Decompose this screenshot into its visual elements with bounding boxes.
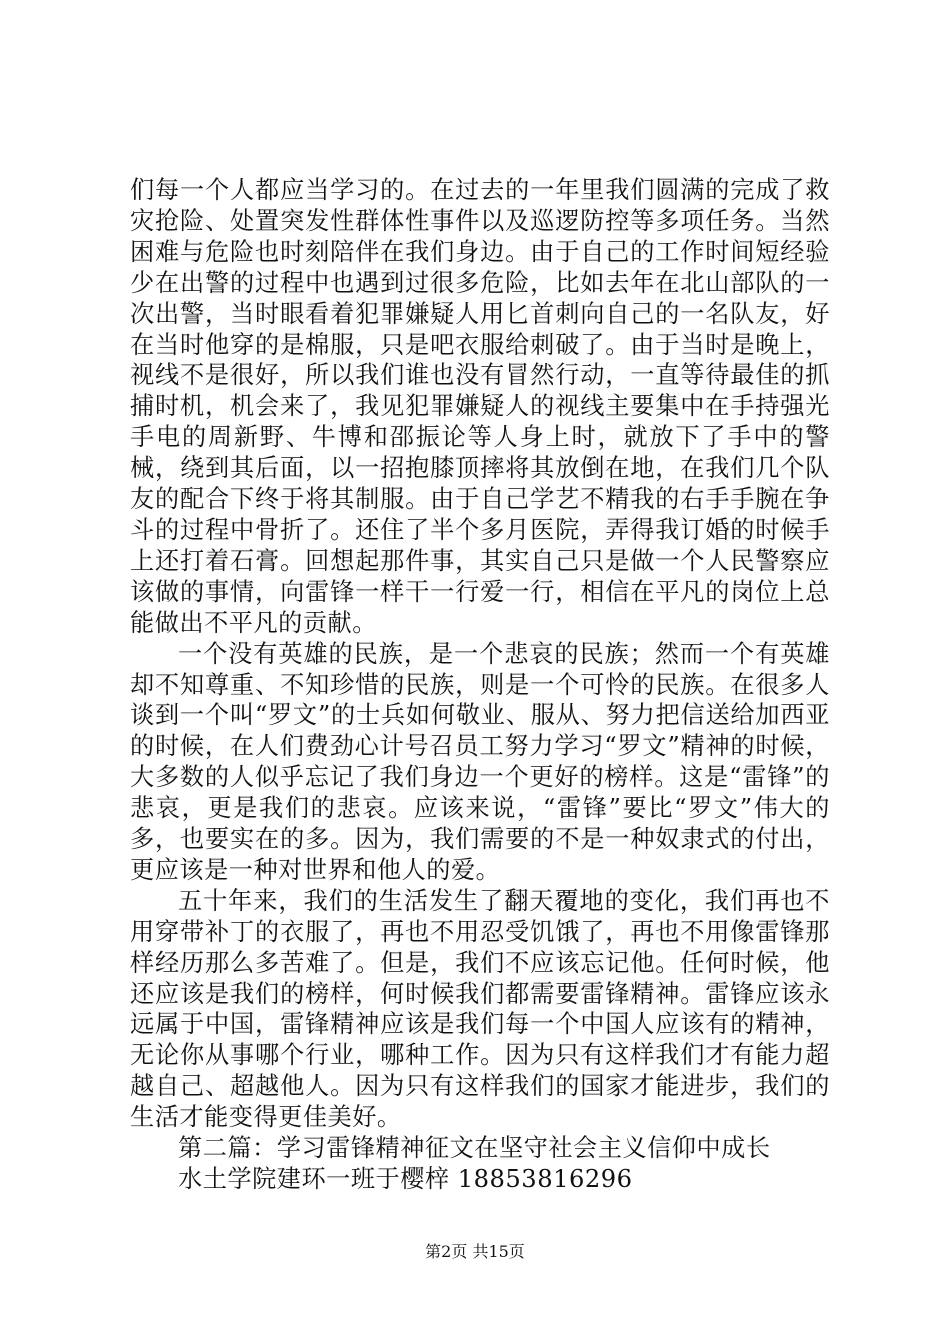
document-body	[130, 175, 830, 1195]
paragraph-3: 五十年来，我们的生活发生了翻天覆地的变化，我们再也不用穿带补丁的衣服了，再也不用忍受饥饿了，再也不用像雷锋那样经历那么多苦难了。但是，我们不应该忘记他。任何时候，他还应该是我们的榜样，何时候我们都需要雷锋精神。雷锋应该永远属于中国，雷锋精神应该是我们每一个中国人应该有的精神，无论你从事哪个行业，哪种工作。因为只有这样我们才有能力超越自己、超越他人。因为只有这样我们的国家才能进步，我们的生活才能变得更佳美好。	[130, 886, 830, 1132]
paragraph-1: 们每一个人都应当学习的。在过去的一年里我们圆满的完成了救灾抢险、处置突发性群体性事件以及巡逻防控等多项任务。当然困难与危险也时刻陪伴在我们身边。由于自己的工作时间短经验少在出警的过程中也遇到过很多危险，比如去年在北山部队的一次出警，当时眼看着犯罪嫌疑人用匕首刺向自己的一名队友，好在当时他穿的是棉服，只是吧衣服给刺破了。由于当时是晚上，视线不是很好，所以我们谁也没有冒然行动，一直等待最佳的抓捕时机，机会来了，我见犯罪嫌疑人的视线主要集中在手持强光手电的周新野、牛博和邵振论等人身上时，就放下了手中的警械，绕到其后面，以一招抱膝顶摔将其放倒在地，在我们几个队友的配合下终于将其制服。由于自己学艺不精我的右手手腕在争斗的过程中骨折了。还住了半个多月医院，弄得我订婚的时候手上还打着石膏。回想起那件事，其实自己只是做一个人民警察应该做的事情，向雷锋一样干一行爱一行，相信在平凡的岗位上总能做出不平凡的贡献。	[130, 176, 830, 637]
section-heading: 第二篇：学习雷锋精神征文在坚守社会主义信仰中成长	[178, 1134, 771, 1163]
author-line: 水土学院建环一班于樱梓 18853816296	[178, 1165, 633, 1193]
paragraph-2: 一个没有英雄的民族，是一个悲哀的民族；然而一个有英雄却不知尊重、不知珍惜的民族，则是一个可怜的民族。在很多人谈到一个叫“罗文”的士兵如何敬业、服从、努力把信送给加西亚的时候，在人们费劲心计号召员工努力学习“罗文”精神的时候，大多数的人似乎忘记了我们身边一个更好的榜样。这是“雷锋”的悲哀，更是我们的悲哀。应该来说，“雷锋”要比“罗文”伟大的多，也要实在的多。因为，我们需要的不是一种奴隶式的付出，更应该是一种对世界和他人的爱。	[130, 639, 830, 884]
page-number: 第2页 共15页	[425, 1242, 525, 1261]
